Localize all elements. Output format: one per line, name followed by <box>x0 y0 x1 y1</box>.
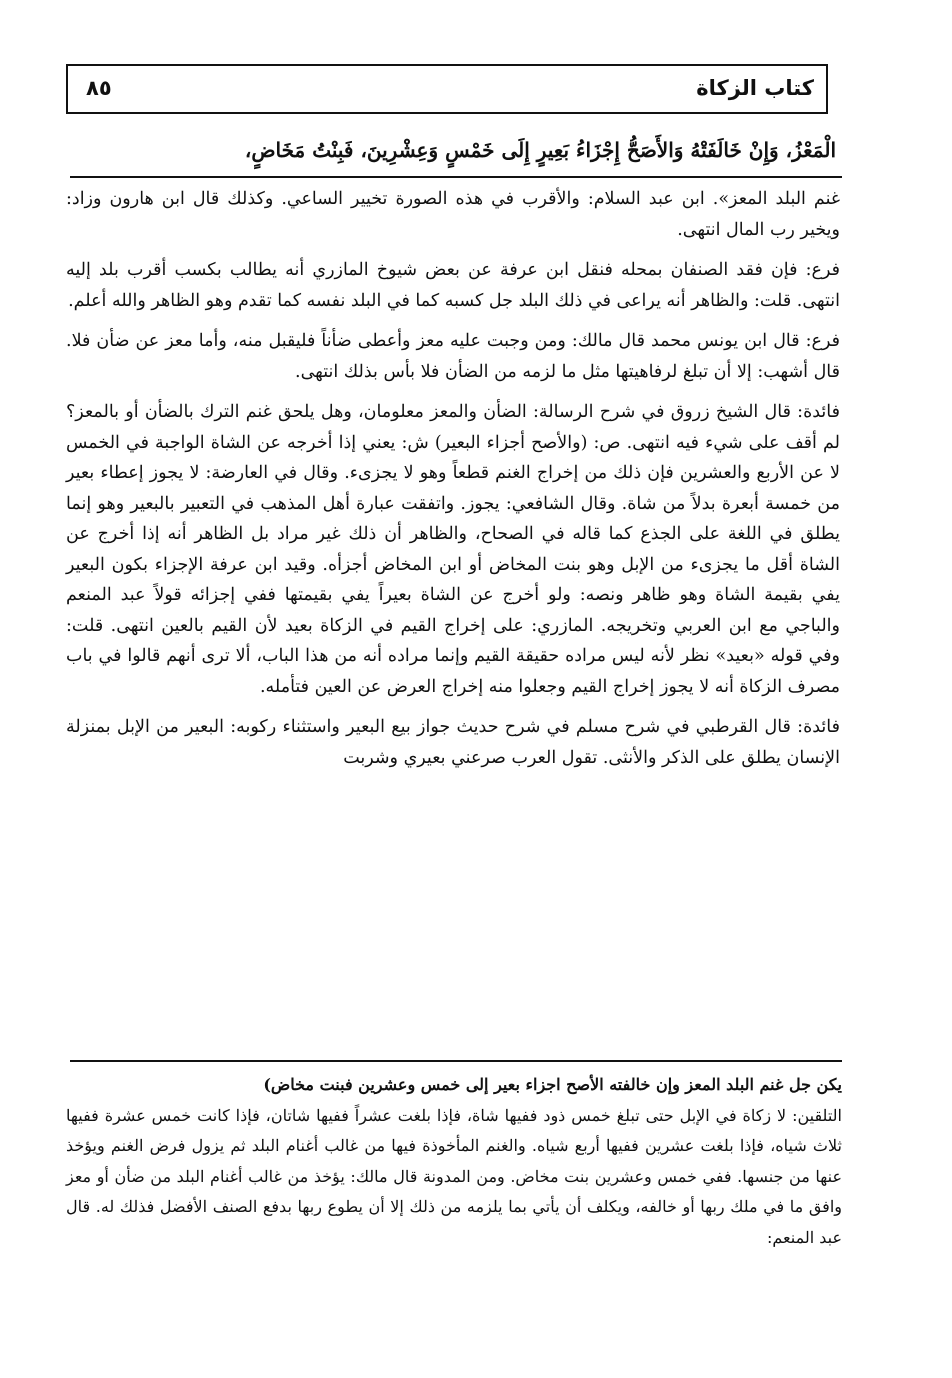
page-number: ٨٥ <box>86 76 112 100</box>
matn-line: الْمَعْزُ، وَإِنْ خَالَفَتْهُ وَالأَصَحُّ إِجْزَاءُ بَعِيرٍ إِلَى خَمْسٍ وَعِشْرِينَ، فَبِنْتُ مَخَاضٍ، <box>244 138 836 162</box>
chapter-title: كتاب الزكاة <box>696 76 814 100</box>
lower-paragraph: التلقين: لا زكاة في الإبل حتى تبلغ خمس ذود ففيها شاة، فإذا بلغت عشراً ففيها شاتان، فإذا كانت خمس عشرة ففيها ثلاث شياه، فإذا بلغت عشرين ففيها أربع شياه. والغنم المأخوذة فيها من غالب أغنام البلد ثم يزول فرض الغنم ويؤخذ عنها من جنسها. ففي خمس وعشرين بنت مخاض. ومن المدونة قال مالك: يؤخذ من غالب أغنام البلد من ضأن أو معز وافق ما في ملك ربها أو خالفه، ويكلف أن يأتي بما يلزمه من ذلك إلا أن يطوع ربها بدفع الصنف الأفضل فذلك له. قال عبد المنعم: <box>66 1105 843 1247</box>
commentary-paragraph-1: غنم البلد المعز». ابن عبد السلام: والأقرب في هذه الصورة تخيير الساعي. وكذلك قال ابن هارون وزاد: ويخير رب المال انتهى. <box>66 189 840 240</box>
commentary-paragraph-5: فائدة: قال القرطبي في شرح مسلم في شرح حديث جواز بيع البعير واستثناء ركوبه: البعير من الإبل بمنزلة الإنسان يطلق على الذكر والأنثى. تقول العرب صرعني بعيري وشربت <box>66 717 840 768</box>
commentary-paragraph-2: فرع: فإن فقد الصنفان بمحله فنقل ابن عرفة عن بعض شيوخ المازري أنه يطالب بكسب أقرب بلد إليه انتهى. قلت: والظاهر أنه يراعى في ذلك البلد جل كسبه كما في البلد نفسه كما تقدم وهو الظاهر والله أعلم. <box>66 260 840 311</box>
lower-heading: يكن جل غنم البلد المعز وإن خالفته الأصح اجزاء بعير إلى خمس وعشرين فبنت مخاض) <box>263 1075 842 1094</box>
commentary-paragraph-4: فائدة: قال الشيخ زروق في شرح الرسالة: الضأن والمعز معلومان، وهل يلحق غنم الترك بالضأن أو بالمعز؟ لم أقف على شيء فيه انتهى. ص: (والأصح أجزاء البعير) ش: يعني إذا أخرجه عن الشاة الواجبة في الخمس لا عن الأربع والعشرين فإن ذلك من إخراج الغنم قطعاً وهو لا يجزىء. وقال في العارضة: لا يجوز إعطاء بعير من خمسة أبعرة بدلاً من شاة. وقال الشافعي: يجوز. واتفقت عبارة أهل المذهب في التعبير بالبعير وهو إنما يطلق في اللغة على الجذع كما قاله في الصحاح، والظاهر أن ذلك غير مراد بل الظاهر أنه إذا أخرج عن الشاة أقل ما يجزىء من الإبل وهو بنت المخاض أو ابن المخاض أجزأه. وقيد ابن عرفة الإجزاء بكون البعير يفي بقيمة الشاة وهو ظاهر ونصه: ولو أخرج عن الشاة بعيراً يفي بقيمتها ففي إجزائه قولاً عبد المنعم والباجي مع ابن العربي وتخريجه. المازري: على إخراج القيم في الزكاة بعيد لأن القيم بالعين انتهى. قلت: وفي قوله «بعيد» نظر لأنه ليس مراده حقيقة القيم وإنما مراده أنه من هذا الباب، ألا ترى أنهم قالوا في باب مصرف الزكاة أنه لا يجوز إخراج القيم وجعلوا منه إخراج العرض عن العين فتأمله. <box>66 402 841 697</box>
commentary-block <box>66 184 840 783</box>
top-divider <box>70 176 842 178</box>
lower-section <box>66 1070 842 1253</box>
middle-divider <box>70 1060 842 1062</box>
commentary-paragraph-3: فرع: قال ابن يونس محمد قال مالك: ومن وجبت عليه معز وأعطى ضأناً فليقبل منه، وأما معز عن ضأن فلا. قال أشهب: إلا أن تبلغ لرفاهيتها مثل ما لزمه من الضأن فلا بأس بذلك انتهى. <box>66 331 840 382</box>
running-header <box>66 64 828 114</box>
